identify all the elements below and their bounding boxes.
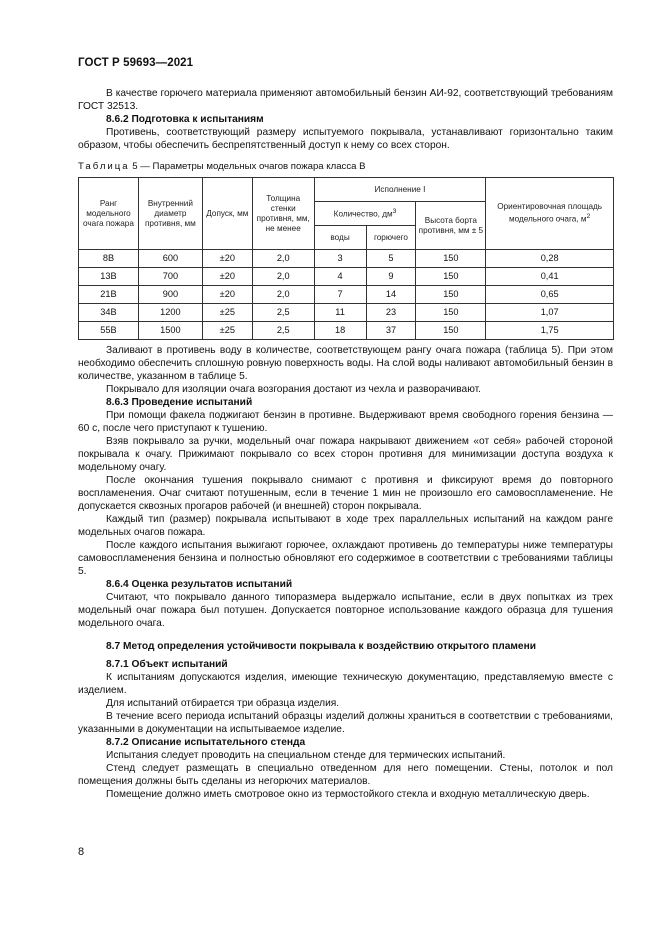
table-cell: ±20 — [202, 286, 252, 304]
table-cell: 600 — [138, 250, 202, 268]
table-row — [79, 268, 614, 286]
table-cell: 150 — [416, 304, 486, 322]
section-heading-8-7-1: 8.7.1 Объект испытаний — [106, 659, 228, 670]
table-cell: 900 — [138, 286, 202, 304]
table-cell: 5 — [366, 250, 416, 268]
document-header: ГОСТ Р 59693—2021 — [78, 57, 194, 69]
paragraph: Испытания следует проводить на специальном стенде для термических испытаний. — [106, 750, 506, 761]
table-cell: 14 — [366, 286, 416, 304]
header-thickness: Толщина стенки противня, мм, не менее — [252, 178, 314, 250]
table-cell: 2,0 — [252, 286, 314, 304]
table-cell: 7 — [314, 286, 366, 304]
table-cell: 0,41 — [486, 268, 614, 286]
paragraph: Каждый тип (размер) покрывала испытывают в ходе трех параллельных испытаний на каждом ранге модельных очагов пожара. — [78, 514, 613, 538]
header-water: воды — [314, 226, 366, 250]
page-body — [78, 87, 613, 801]
table-cell: 1500 — [138, 322, 202, 340]
table-cell: 8В — [79, 250, 139, 268]
paragraph: В течение всего периода испытаний образцы изделий должны храниться в соответствии с требованиями, указанными в документации на испытываемое изделие. — [78, 711, 613, 735]
table-cell: 34В — [79, 304, 139, 322]
section-heading-8-6-3: 8.6.3 Проведение испытаний — [106, 397, 253, 408]
paragraph: Покрывало для изоляции очага возгорания достают из чехла и разворачивают. — [106, 384, 481, 395]
paragraph: Заливают в противень воду в количестве, соответствующем рангу очага пожара (таблица 5). При этом необходимо обеспечить сплошную ровную поверхность воды. На слой воды наливают автомобильный бензин в количестве, указанном в таблице 5. — [78, 345, 613, 382]
paragraph: После каждого испытания выжигают горючее, охлаждают противень до температуры ниже температуры самовоспламенения бензина и полностью обновляют его содержимое в соответствии с требованиями таблицы 5. — [78, 540, 613, 577]
page-number: 8 — [78, 846, 85, 858]
table-cell: 150 — [416, 268, 486, 286]
table-row — [79, 250, 614, 268]
header-area-text: Ориентировочная площадь модельного очага, м — [497, 202, 603, 224]
table-cell: 1,75 — [486, 322, 614, 340]
table-caption — [78, 160, 613, 173]
table-cell: ±20 — [202, 268, 252, 286]
table-cell: 1,07 — [486, 304, 614, 322]
header-area-sup: 2 — [586, 213, 591, 221]
table-cell: 55В — [79, 322, 139, 340]
header-quantity-text: Количество, дм — [333, 209, 393, 219]
header-quantity — [314, 202, 416, 226]
paragraph: Стенд следует размещать в специально отведенном для него помещении. Стены, потолок и пол помещения должны быть сделаны из негорючих материалов. — [78, 763, 613, 787]
table-cell: 2,0 — [252, 268, 314, 286]
table-cell: 18 — [314, 322, 366, 340]
table-cell: 150 — [416, 322, 486, 340]
section-heading-8-6-4: 8.6.4 Оценка результатов испытаний — [106, 579, 293, 590]
section-heading-8-7-2: 8.7.2 Описание испытательного стенда — [106, 737, 306, 748]
table-cell: 9 — [366, 268, 416, 286]
table-cell: 3 — [314, 250, 366, 268]
table-cell: 2,5 — [252, 322, 314, 340]
table-cell: 150 — [416, 286, 486, 304]
paragraph: К испытаниям допускаются изделия, имеющие техническую документацию, представляемую вместе с изделием. — [78, 672, 613, 696]
paragraph: Помещение должно иметь смотровое окно из термостойкого стекла и входную металлическую дверь. — [106, 789, 590, 800]
table-row — [79, 304, 614, 322]
table-cell: 700 — [138, 268, 202, 286]
table-cell: 0,65 — [486, 286, 614, 304]
table-caption-text: 5 — Параметры модельных очагов пожара класса В — [132, 161, 366, 172]
table-caption-prefix: Таблица — [78, 161, 130, 172]
paragraph: Считают, что покрывало данного типоразмера выдержало испытание, если в двух попытках из трех модельный очаг пожара был потушен. Допускается повторное использование каждого образца для тушения модельного очага. — [78, 592, 613, 629]
table-cell: ±25 — [202, 322, 252, 340]
header-fuel: горючего — [366, 226, 416, 250]
table-cell: 11 — [314, 304, 366, 322]
table-cell: 2,0 — [252, 250, 314, 268]
table-row — [79, 286, 614, 304]
table-cell: 23 — [366, 304, 416, 322]
header-height: Высота борта противня, мм ± 5 — [416, 202, 486, 250]
table-cell: 21В — [79, 286, 139, 304]
section-heading-8-7: 8.7 Метод определения устойчивости покрывала к воздействию открытого пламени — [106, 641, 537, 652]
paragraph: Взяв покрывало за ручки, модельный очаг пожара накрывают движением «от себя» рабочей стороной покрывала к очагу. Прижимают покрывало со всех сторон противня для минимизации доступа воздуха к модельному очагу. — [78, 436, 613, 473]
table-cell: ±25 — [202, 304, 252, 322]
paragraph: При помощи факела поджигают бензин в противне. Выдерживают время свободного горения бензина — 60 с, после чего приступают к тушению. — [78, 410, 613, 434]
paragraph: Противень, соответствующий размеру испытуемого покрывала, устанавливают горизонтально таким образом, чтобы обеспечить беспрепятственный доступ к нему со всех сторон. — [78, 127, 613, 151]
paragraph: Для испытаний отбирается три образца изделия. — [106, 698, 340, 709]
paragraph: После окончания тушения покрывало снимают с противня и фиксируют время до повторного воспламенения. Очаг считают потушенным, если в течение 1 мин не произошло его самовоспламенение. Не допускается сквозных прогаров рабочей (и внешней) сторон покрывала. — [78, 475, 613, 512]
header-tolerance: Допуск, мм — [202, 178, 252, 250]
table-cell: 37 — [366, 322, 416, 340]
header-area — [486, 178, 614, 250]
header-diameter: Внутренний диаметр противня, мм — [138, 178, 202, 250]
table-cell: 2,5 — [252, 304, 314, 322]
table-cell: 150 — [416, 250, 486, 268]
table-cell: 0,28 — [486, 250, 614, 268]
table-cell: 1200 — [138, 304, 202, 322]
table-cell: ±20 — [202, 250, 252, 268]
paragraph: В качестве горючего материала применяют автомобильный бензин АИ-92, соответствующий требованиям ГОСТ 32513. — [78, 88, 613, 112]
section-heading-8-6-2: 8.6.2 Подготовка к испытаниям — [106, 114, 264, 125]
header-quantity-sup: 3 — [392, 208, 397, 216]
table-cell: 4 — [314, 268, 366, 286]
table-cell: 13В — [79, 268, 139, 286]
header-execution: Исполнение I — [314, 178, 486, 202]
table-row — [79, 322, 614, 340]
header-rank: Ранг модельного очага пожара — [79, 178, 139, 250]
parameters-table — [78, 177, 614, 340]
